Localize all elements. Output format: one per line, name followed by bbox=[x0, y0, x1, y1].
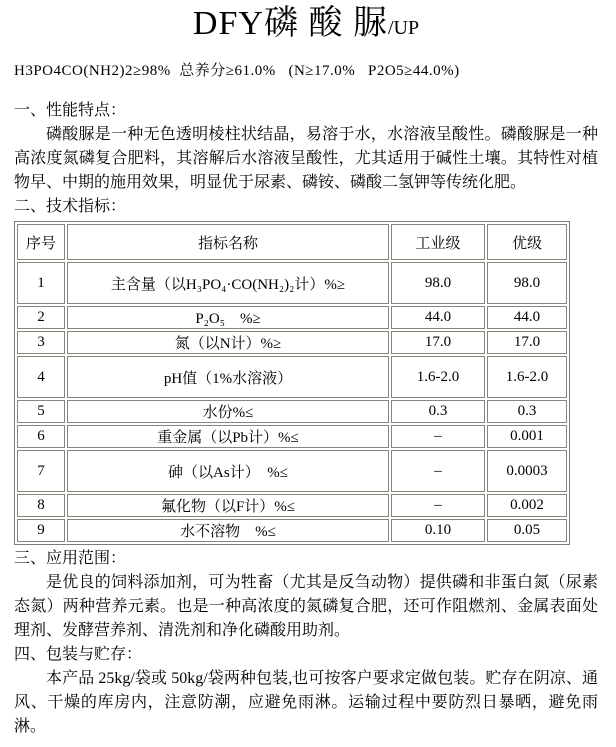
cell-premium: 17.0 bbox=[487, 331, 567, 354]
table-row bbox=[17, 400, 567, 423]
specs-table bbox=[14, 221, 570, 545]
section-heading-specs: 二、技术指标： bbox=[14, 198, 127, 215]
page-title-main: DFY磷 酸 脲 bbox=[192, 5, 388, 42]
table-row bbox=[17, 331, 567, 354]
cell-industrial: – bbox=[391, 494, 485, 517]
table-row bbox=[17, 494, 567, 517]
column-header-industrial: 工业级 bbox=[391, 224, 485, 260]
section-heading-features: 一、性能特点： bbox=[14, 102, 127, 119]
cell-seq: 7 bbox=[17, 450, 65, 492]
page-title bbox=[14, 4, 598, 48]
cell-premium: 1.6-2.0 bbox=[487, 356, 567, 398]
cell-premium: 0.3 bbox=[487, 400, 567, 423]
page-title-suffix: /UP bbox=[387, 17, 420, 39]
cell-seq: 5 bbox=[17, 400, 65, 423]
formula-line: H3PO4CO(NH2)2≥98% 总养分≥61.0% (N≥17.0% P2O5≥44.0%) bbox=[14, 63, 460, 79]
cell-indicator: 水不溶物 %≤ bbox=[67, 519, 389, 542]
table-row bbox=[17, 356, 567, 398]
cell-seq: 2 bbox=[17, 306, 65, 329]
cell-industrial: 0.10 bbox=[391, 519, 485, 542]
section-body-application: 是优良的饲料添加剂，可为牲畜（尤其是反刍动物）提供磷和非蛋白氮（尿素态氮）两种营养元素。也是一种高浓度的氮磷复合肥，还可作阻燃剂、金属表面处理剂、发酵营养剂、清洗剂和净化磷酸用助剂。 bbox=[14, 574, 598, 639]
column-header-premium: 优级 bbox=[487, 224, 567, 260]
cell-industrial: – bbox=[391, 425, 485, 448]
cell-premium: 0.0003 bbox=[487, 450, 567, 492]
cell-indicator: 氮（以N计）%≥ bbox=[67, 331, 389, 354]
table-row bbox=[17, 306, 567, 329]
cell-indicator: P₂O₅ %≥ bbox=[67, 306, 389, 329]
table-header-row bbox=[17, 224, 567, 260]
cell-industrial: 98.0 bbox=[391, 262, 485, 304]
cell-indicator: pH值（1%水溶液） bbox=[67, 356, 389, 398]
cell-seq: 4 bbox=[17, 356, 65, 398]
cell-indicator: 重金属（以Pb计）%≤ bbox=[67, 425, 389, 448]
table-row bbox=[17, 450, 567, 492]
cell-seq: 3 bbox=[17, 331, 65, 354]
cell-industrial: – bbox=[391, 450, 485, 492]
cell-indicator: 氟化物（以F计）%≤ bbox=[67, 494, 389, 517]
column-header-seq: 序号 bbox=[17, 224, 65, 260]
cell-industrial: 17.0 bbox=[391, 331, 485, 354]
cell-indicator: 主含量（以H₃PO₄·CO(NH₂)₂计）%≥ bbox=[67, 262, 389, 304]
cell-indicator: 砷（以As计） %≤ bbox=[67, 450, 389, 492]
cell-premium: 44.0 bbox=[487, 306, 567, 329]
section-heading-application: 三、应用范围： bbox=[14, 550, 127, 567]
section-body-packing: 本产品 25kg/袋或 50kg/袋两种包装,也可按客户要求定做包装。贮存在阴凉、通风、干燥的库房内，注意防潮，应避免雨淋。运输过程中要防烈日暴晒，避免雨淋。 bbox=[14, 670, 598, 735]
cell-premium: 98.0 bbox=[487, 262, 567, 304]
cell-premium: 0.001 bbox=[487, 425, 567, 448]
cell-premium: 0.05 bbox=[487, 519, 567, 542]
cell-premium: 0.002 bbox=[487, 494, 567, 517]
table-row bbox=[17, 519, 567, 542]
cell-indicator: 水份%≤ bbox=[67, 400, 389, 423]
column-header-indicator: 指标名称 bbox=[67, 224, 389, 260]
table-row bbox=[17, 425, 567, 448]
section-heading-packing: 四、包装与贮存： bbox=[14, 646, 143, 663]
section-body-features: 磷酸脲是一种无色透明棱柱状结晶，易溶于水，水溶液呈酸性。磷酸脲是一种高浓度氮磷复合肥料，其溶解后水溶液呈酸性，尤其适用于碱性土壤。其特性对植物早、中期的施用效果，明显优于尿素、磷铵、磷酸二氢钾等传统化肥。 bbox=[14, 126, 598, 191]
cell-seq: 8 bbox=[17, 494, 65, 517]
cell-industrial: 1.6-2.0 bbox=[391, 356, 485, 398]
cell-industrial: 44.0 bbox=[391, 306, 485, 329]
cell-industrial: 0.3 bbox=[391, 400, 485, 423]
cell-seq: 1 bbox=[17, 262, 65, 304]
cell-seq: 9 bbox=[17, 519, 65, 542]
table-row bbox=[17, 262, 567, 304]
cell-seq: 6 bbox=[17, 425, 65, 448]
